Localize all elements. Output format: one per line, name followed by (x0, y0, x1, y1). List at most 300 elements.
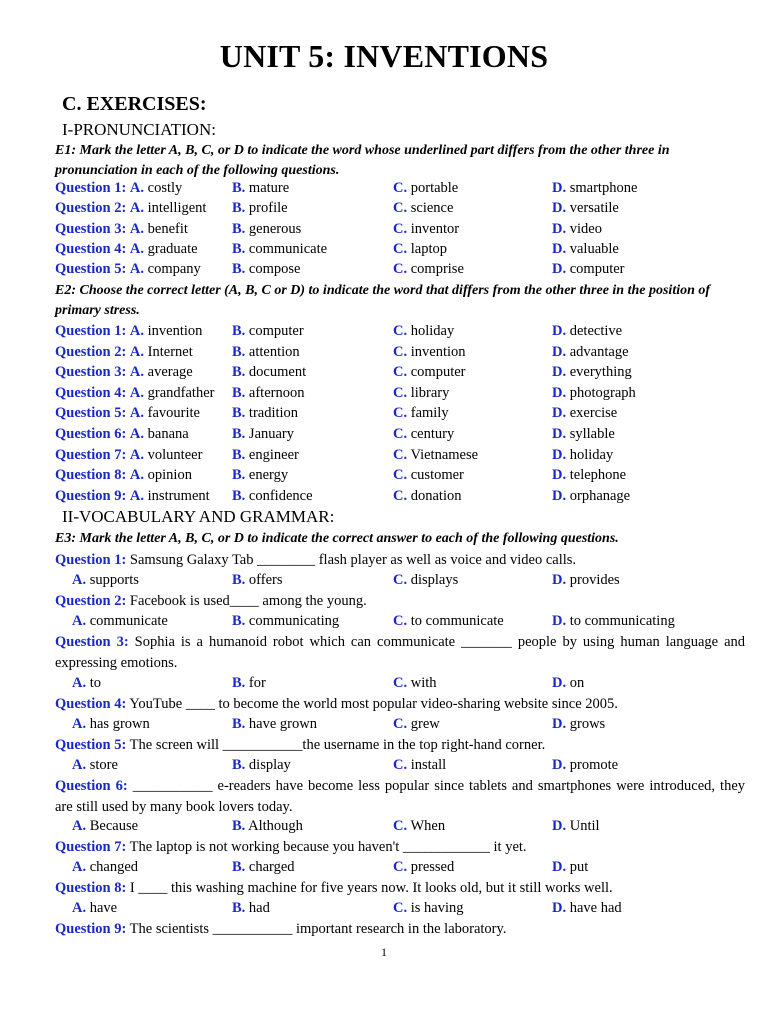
question-stem (55, 919, 745, 940)
option-letter: A. (129, 446, 145, 463)
question-row (55, 198, 755, 218)
question-row (55, 486, 755, 506)
option-text: graduate (147, 240, 198, 257)
page-number: 1 (381, 945, 387, 959)
option-letter: D. (552, 384, 567, 401)
question-option-b (232, 362, 306, 382)
option-letter: A. (129, 487, 145, 504)
option-text: invention (410, 343, 466, 360)
option-letter: D. (552, 180, 567, 196)
option-letter: A. (129, 364, 145, 381)
option-text: compose (248, 261, 301, 278)
part1-heading: I-PRONUNCIATION: (62, 120, 216, 139)
question-option-b (232, 714, 317, 734)
question-option-b (232, 178, 289, 198)
question-option-a (55, 198, 206, 218)
question-label: Question 4: (55, 696, 127, 712)
option-text: mature (248, 180, 290, 196)
question-option-a (55, 424, 189, 444)
question-option-a (55, 239, 198, 259)
option-text: put (569, 859, 589, 875)
option-text: costly (147, 180, 183, 196)
option-letter: A. (129, 220, 145, 237)
question-option-a (72, 898, 117, 918)
question-option-c (393, 239, 447, 259)
option-text: to communicate (410, 613, 504, 629)
question-option-a (72, 755, 118, 775)
question-option-d (552, 486, 630, 506)
option-letter: C. (393, 757, 408, 773)
question-text: Samsung Galaxy Tab ________ flash player as well as voice and video calls. (129, 552, 577, 568)
option-text: detective (569, 323, 623, 339)
option-text: century (410, 426, 455, 442)
question-option-a (55, 342, 193, 362)
question-option-a (72, 816, 138, 836)
question-row (55, 342, 755, 362)
question-label: Question 7: (55, 839, 127, 855)
option-text: video (569, 220, 602, 237)
option-letter: B. (232, 446, 246, 463)
option-letter: C. (393, 467, 408, 484)
question-label: Question 5: (55, 737, 127, 753)
question-option-b (232, 342, 300, 362)
question-option-d (552, 219, 602, 239)
question-option-b (232, 219, 301, 239)
option-letter: C. (393, 180, 408, 196)
option-text: valuable (569, 240, 619, 257)
question-label: Question 6: (55, 778, 128, 794)
question-label: Question 2: (55, 343, 127, 360)
question-option-a (72, 857, 138, 877)
option-letter: D. (552, 426, 567, 442)
option-letter: C. (393, 487, 408, 504)
question-row (55, 178, 755, 198)
question-option-a (55, 321, 202, 341)
option-text: benefit (147, 220, 188, 237)
question-option-b (232, 403, 298, 423)
option-letter: A. (129, 384, 145, 401)
question-option-d (552, 673, 584, 693)
option-text: Because (89, 818, 139, 834)
question-option-c (393, 714, 440, 734)
question-option-a (72, 570, 139, 590)
question-option-d (552, 321, 622, 341)
option-letter: B. (232, 364, 246, 381)
option-letter: D. (552, 343, 567, 360)
option-text: Vietnamese (410, 446, 479, 463)
question-stem (55, 776, 745, 817)
question-label: Question 1: (55, 180, 127, 196)
option-letter: D. (552, 446, 567, 463)
option-text: portable (410, 180, 459, 196)
option-letter: B. (232, 716, 246, 732)
question-option-c (393, 857, 454, 877)
option-letter: C. (393, 200, 408, 217)
option-text: customer (410, 467, 464, 484)
question-stem (55, 878, 745, 899)
option-text: inventor (410, 220, 460, 237)
option-letter: B. (232, 426, 246, 442)
question-stem (55, 550, 745, 571)
option-letter: C. (393, 716, 408, 732)
option-text: library (410, 384, 450, 401)
question-option-a (55, 362, 193, 382)
option-text: average (147, 364, 193, 381)
answer-options (55, 816, 755, 836)
option-letter: B. (232, 859, 246, 875)
question-text: ___________ e-readers have become less popular since tablets and smartphones were introduced, they are still used by many book lovers today. (55, 778, 746, 815)
option-text: displays (410, 572, 459, 588)
option-letter: D. (552, 261, 567, 278)
option-text: invention (147, 323, 203, 339)
option-text: grew (410, 716, 440, 732)
option-text: exercise (569, 405, 618, 422)
option-letter: A. (72, 572, 87, 588)
answer-options (55, 857, 755, 877)
option-text: energy (248, 467, 289, 484)
question-option-a (55, 178, 182, 198)
option-letter: C. (393, 446, 408, 463)
option-text: volunteer (147, 446, 203, 463)
option-letter: B. (232, 572, 246, 588)
option-letter: C. (393, 613, 408, 629)
option-letter: B. (232, 261, 246, 278)
option-letter: A. (72, 757, 87, 773)
question-row (55, 219, 755, 239)
question-text: I ____ this washing machine for five years now. It looks old, but it still works well. (129, 880, 613, 896)
option-letter: C. (393, 426, 408, 442)
question-option-a (55, 403, 200, 423)
option-text: grandfather (147, 384, 215, 401)
option-text: communicate (248, 240, 328, 257)
question-label: Question 9: (55, 487, 127, 504)
question-text: YouTube ____ to become the world most popular video-sharing website since 2005. (129, 696, 618, 712)
e1-instruction: E1: Mark the letter A, B, C, or D to indicate the word whose underlined part differs from the other three in pronunciation in each of the following questions. (55, 143, 670, 178)
question-option-c (393, 178, 458, 198)
option-letter: C. (393, 384, 408, 401)
option-text: intelligent (147, 200, 207, 217)
part2-heading: II-VOCABULARY AND GRAMMAR: (62, 507, 335, 526)
question-option-c (393, 611, 504, 631)
e3-instruction: E3: Mark the letter A, B, C, or D to indicate the correct answer to each of the following questions. (55, 531, 619, 546)
option-letter: A. (129, 200, 145, 217)
question-label: Question 1: (55, 552, 127, 568)
option-letter: D. (552, 818, 567, 834)
option-text: donation (410, 487, 462, 504)
option-text: charged (248, 859, 295, 875)
option-letter: C. (393, 859, 408, 875)
question-option-c (393, 259, 464, 279)
option-text: has grown (89, 716, 150, 732)
option-text: offers (248, 572, 283, 588)
question-option-a (72, 611, 168, 631)
question-label: Question 8: (55, 880, 127, 896)
option-letter: B. (232, 384, 246, 401)
question-option-c (393, 403, 449, 423)
question-option-c (393, 321, 454, 341)
question-option-a (55, 259, 201, 279)
option-text: laptop (410, 240, 447, 257)
option-text: holiday (410, 323, 455, 339)
option-text: communicating (248, 613, 340, 629)
option-letter: C. (393, 261, 408, 278)
question-option-d (552, 611, 675, 631)
option-letter: B. (232, 675, 246, 691)
question-stem (55, 632, 745, 673)
question-label: Question 9: (55, 921, 127, 937)
option-text: tradition (248, 405, 299, 422)
option-text: comprise (410, 261, 464, 278)
option-letter: C. (393, 240, 408, 257)
question-option-c (393, 383, 449, 403)
option-text: syllable (569, 426, 615, 442)
option-letter: B. (232, 240, 246, 257)
question-option-d (552, 403, 617, 423)
question-label: Question 1: (55, 323, 127, 339)
option-text: generous (248, 220, 302, 237)
option-text: on (569, 675, 585, 691)
option-letter: A. (72, 675, 87, 691)
option-text: computer (248, 323, 304, 339)
option-text: supports (89, 572, 139, 588)
option-letter: A. (72, 613, 87, 629)
question-text: Sophia is a humanoid robot which can communicate _______ people by using human language and expressing emotions. (55, 634, 746, 671)
question-option-c (393, 570, 458, 590)
question-option-d (552, 445, 613, 465)
option-letter: D. (552, 487, 567, 504)
question-option-b (232, 673, 266, 693)
option-letter: A. (72, 716, 87, 732)
question-option-d (552, 714, 605, 734)
option-letter: A. (129, 180, 145, 196)
question-option-b (232, 816, 303, 836)
option-letter: C. (393, 818, 408, 834)
option-text: is having (410, 900, 464, 916)
question-label: Question 7: (55, 446, 127, 463)
question-option-a (72, 673, 101, 693)
question-option-b (232, 383, 304, 403)
question-option-b (232, 611, 339, 631)
option-letter: D. (552, 405, 567, 422)
option-letter: C. (393, 675, 408, 691)
option-text: communicate (89, 613, 168, 629)
option-text: holiday (569, 446, 614, 463)
option-letter: C. (393, 364, 408, 381)
question-option-a (55, 465, 192, 485)
question-option-c (393, 362, 466, 382)
option-letter: D. (552, 675, 567, 691)
option-letter: A. (129, 323, 145, 339)
option-text: favourite (147, 405, 200, 422)
question-option-d (552, 383, 636, 403)
question-option-b (232, 570, 282, 590)
answer-options (55, 673, 755, 693)
question-option-d (552, 465, 626, 485)
question-option-d (552, 570, 620, 590)
option-text: family (410, 405, 449, 422)
question-text: The laptop is not working because you haven't ____________ it yet. (129, 839, 527, 855)
option-letter: D. (552, 716, 567, 732)
question-option-d (552, 342, 629, 362)
question-option-d (552, 898, 622, 918)
option-letter: B. (232, 900, 246, 916)
option-text: company (147, 261, 201, 278)
answer-options (55, 898, 755, 918)
section-heading: C. EXERCISES: (62, 93, 207, 115)
question-option-d (552, 424, 615, 444)
option-letter: C. (393, 572, 408, 588)
option-text: banana (147, 426, 189, 442)
option-text: photograph (569, 384, 636, 401)
question-row (55, 259, 755, 279)
option-text: science (410, 200, 454, 217)
question-option-c (393, 898, 464, 918)
question-option-c (393, 486, 461, 506)
option-letter: B. (232, 613, 246, 629)
option-text: for (248, 675, 266, 691)
option-text: display (248, 757, 291, 773)
question-row (55, 445, 755, 465)
answer-options (55, 714, 755, 734)
option-letter: A. (129, 467, 145, 484)
option-letter: C. (393, 220, 408, 237)
question-option-b (232, 755, 291, 775)
option-letter: C. (393, 323, 408, 339)
option-text: afternoon (248, 384, 305, 401)
question-option-c (393, 465, 464, 485)
option-text: confidence (248, 487, 313, 504)
question-label: Question 4: (55, 240, 127, 257)
page-title: UNIT 5: INVENTIONS (219, 38, 549, 74)
option-letter: D. (552, 757, 567, 773)
option-letter: D. (552, 240, 567, 257)
question-option-b (232, 857, 295, 877)
question-row (55, 362, 755, 382)
question-option-d (552, 198, 619, 218)
answer-options (55, 570, 755, 590)
option-text: telephone (569, 467, 627, 484)
question-option-b (232, 465, 288, 485)
option-text: January (248, 426, 295, 442)
option-text: advantage (569, 343, 629, 360)
option-letter: A. (72, 900, 87, 916)
option-text: promote (569, 757, 619, 773)
option-text: computer (569, 261, 625, 278)
option-letter: D. (552, 323, 567, 339)
question-option-b (232, 445, 299, 465)
option-letter: A. (72, 818, 87, 834)
question-option-b (232, 424, 294, 444)
option-text: opinion (147, 467, 192, 484)
option-text: Internet (147, 343, 193, 360)
question-label: Question 3: (55, 364, 127, 381)
question-label: Question 3: (55, 220, 127, 237)
option-text: smartphone (569, 180, 638, 196)
option-letter: B. (232, 323, 246, 339)
option-text: have (89, 900, 118, 916)
option-letter: B. (232, 405, 246, 422)
option-text: to (89, 675, 102, 691)
question-option-d (552, 857, 588, 877)
option-letter: D. (552, 859, 567, 875)
option-text: changed (89, 859, 139, 875)
question-option-a (55, 445, 202, 465)
question-label: Question 2: (55, 593, 127, 609)
question-row (55, 239, 755, 259)
option-text: Although (248, 818, 303, 834)
option-letter: A. (72, 859, 87, 875)
option-text: grows (569, 716, 606, 732)
option-text: attention (248, 343, 300, 360)
option-text: have had (569, 900, 622, 916)
option-text: pressed (410, 859, 455, 875)
question-option-c (393, 673, 437, 693)
question-stem (55, 837, 745, 858)
question-label: Question 5: (55, 261, 127, 278)
question-row (55, 383, 755, 403)
option-letter: D. (552, 364, 567, 381)
option-text: engineer (248, 446, 299, 463)
question-option-d (552, 755, 618, 775)
question-label: Question 2: (55, 200, 127, 217)
question-option-d (552, 178, 637, 198)
question-option-d (552, 362, 632, 382)
question-text: The screen will ___________the username in the top right-hand corner. (129, 737, 546, 753)
answer-options (55, 755, 755, 775)
option-text: orphanage (569, 487, 631, 504)
option-text: with (410, 675, 437, 691)
question-label: Question 3: (55, 634, 129, 650)
question-option-b (232, 321, 304, 341)
question-row (55, 424, 755, 444)
question-option-b (232, 198, 288, 218)
option-text: instrument (147, 487, 210, 504)
question-option-c (393, 816, 445, 836)
question-text: The scientists ___________ important research in the laboratory. (129, 921, 507, 937)
option-text: provides (569, 572, 620, 588)
question-stem (55, 735, 745, 756)
option-text: profile (248, 200, 288, 217)
option-letter: A. (129, 343, 145, 360)
option-letter: B. (232, 467, 246, 484)
question-row (55, 321, 755, 341)
question-option-a (55, 486, 210, 506)
option-letter: B. (232, 200, 246, 217)
option-text: install (410, 757, 447, 773)
option-letter: B. (232, 343, 246, 360)
option-letter: B. (232, 757, 246, 773)
option-letter: D. (552, 572, 567, 588)
option-text: have grown (248, 716, 317, 732)
answer-options (55, 611, 755, 631)
question-stem (55, 591, 745, 612)
option-letter: D. (552, 613, 567, 629)
option-text: versatile (569, 200, 619, 217)
question-option-c (393, 342, 466, 362)
option-letter: D. (552, 200, 567, 217)
option-letter: A. (129, 405, 145, 422)
question-option-c (393, 424, 454, 444)
option-letter: B. (232, 180, 246, 196)
question-option-c (393, 198, 453, 218)
e2-instruction: E2: Choose the correct letter (A, B, C or D) to indicate the word that differs from the other three in the position of primary stress. (55, 283, 711, 318)
question-row (55, 403, 755, 423)
option-letter: A. (129, 426, 145, 442)
question-label: Question 5: (55, 405, 127, 422)
question-text: Facebook is used____ among the young. (129, 593, 367, 609)
option-letter: A. (129, 261, 145, 278)
question-label: Question 8: (55, 467, 127, 484)
